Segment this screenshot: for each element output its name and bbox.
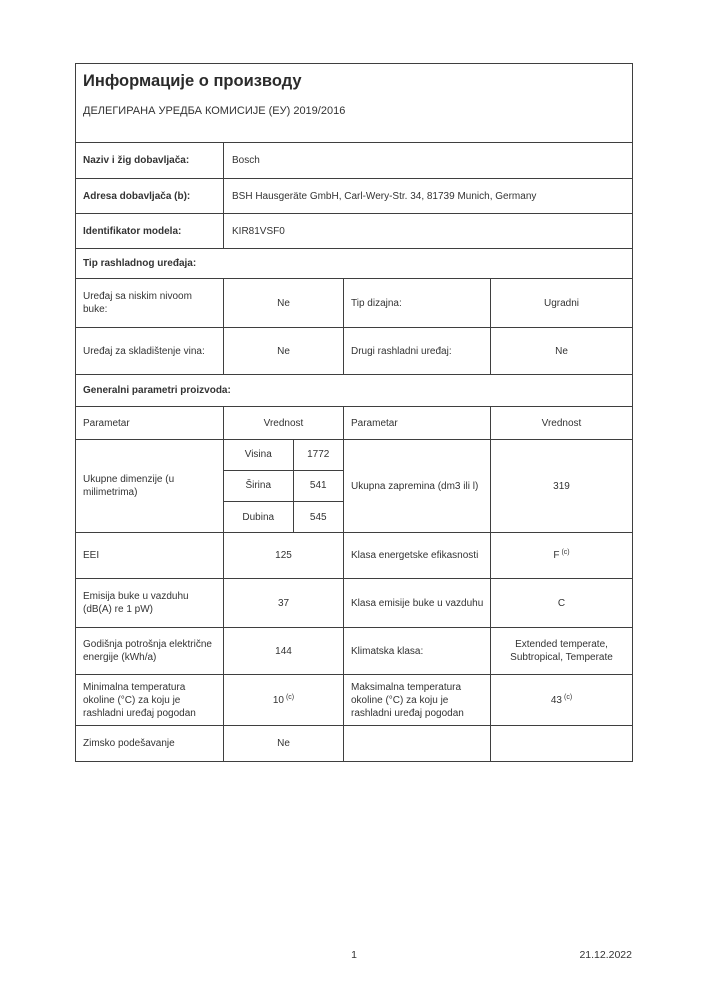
param-label: Ukupne dimenzije (u milimetrima) (76, 440, 224, 533)
regulation-subtitle: ДЕЛЕГИРАНА УРЕДБА КОМИСИЈЕ (ЕУ) 2019/2016 (83, 104, 346, 117)
param-label: Uređaj za skladištenje vina: (76, 328, 224, 375)
param-label: Uređaj sa niskim nivoom buke: (76, 279, 224, 328)
column-header: Parametar (76, 407, 224, 440)
table-row (76, 628, 633, 675)
footnote-marker: (c) (563, 693, 573, 701)
footnote-marker: (c) (561, 549, 570, 556)
product-info-table (75, 63, 633, 762)
value-text: 10 (272, 694, 284, 706)
supplier-address-label: Adresa dobavljača (b): (76, 179, 224, 214)
param-label: Klimatska klasa: (344, 628, 491, 675)
column-header: Vrednost (491, 407, 633, 440)
model-identifier-value: KIR81VSF0 (224, 214, 633, 249)
param-value: 144 (224, 628, 344, 675)
param-value (224, 675, 344, 726)
param-value (491, 675, 633, 726)
supplier-name-value: Bosch (224, 143, 633, 179)
title-cell (76, 64, 633, 143)
column-header: Parametar (344, 407, 491, 440)
param-label: Zimsko podešavanje (76, 726, 224, 762)
supplier-address-value: BSH Hausgeräte GmbH, Carl-Wery-Str. 34, 81739 Munich, Germany (224, 179, 633, 214)
table-row (76, 143, 633, 179)
dimension-value: 541 (293, 470, 343, 501)
table-row (224, 502, 343, 532)
table-row (76, 726, 633, 762)
table-row (76, 64, 633, 143)
dimensions-subtable (224, 440, 343, 532)
dimension-value: 545 (293, 502, 343, 532)
model-identifier-label: Identifikator modela: (76, 214, 224, 249)
value-text: 43 (550, 694, 562, 706)
page-footer (0, 949, 708, 963)
param-value (491, 726, 633, 762)
table-row (76, 279, 633, 328)
param-label: Minimalna temperatura okoline (°C) za koju je rashladni uređaj pogodan (76, 675, 224, 726)
param-label: Godišnja potrošnja električne energije (kWh/a) (76, 628, 224, 675)
page-number: 1 (351, 949, 357, 961)
table-row (76, 675, 633, 726)
section-heading-general: Generalni parametri proizvoda: (76, 375, 633, 407)
param-value: Ne (224, 279, 344, 328)
param-label: Tip dizajna: (344, 279, 491, 328)
supplier-name-label: Naziv i žig dobavljača: (76, 143, 224, 179)
param-label: Klasa emisije buke u vazduhu (344, 579, 491, 628)
param-value (491, 533, 633, 579)
param-value: Ne (224, 726, 344, 762)
footnote-marker: (c) (285, 693, 295, 701)
value-text: F (553, 550, 560, 561)
page-title: Информације о производу (83, 72, 302, 90)
dimensions-cell (224, 440, 344, 533)
table-row (76, 440, 633, 533)
footer-date: 21.12.2022 (579, 949, 632, 961)
param-value: Ne (224, 328, 344, 375)
param-value: C (491, 579, 633, 628)
param-value: Extended temperate, Subtropical, Temperate (491, 628, 633, 675)
param-value: Ne (491, 328, 633, 375)
table-row (76, 579, 633, 628)
table-row (76, 249, 633, 279)
param-label: Klasa energetske efikasnosti (344, 533, 491, 579)
table-row (76, 375, 633, 407)
table-row (76, 533, 633, 579)
param-label: EEI (76, 533, 224, 579)
param-label: Ukupna zapremina (dm3 ili l) (344, 440, 491, 533)
param-label: Drugi rashladni uređaj: (344, 328, 491, 375)
column-header: Vrednost (224, 407, 344, 440)
table-row (224, 470, 343, 501)
table-row (76, 328, 633, 375)
section-heading-type: Tip rashladnog uređaja: (76, 249, 633, 279)
table-row (224, 440, 343, 470)
dimension-name: Dubina (224, 502, 293, 532)
param-value: 37 (224, 579, 344, 628)
param-value: Ugradni (491, 279, 633, 328)
table-row (76, 407, 633, 440)
param-label (344, 726, 491, 762)
dimension-value: 1772 (307, 449, 330, 461)
dimension-name: Širina (224, 470, 293, 501)
param-value: 125 (224, 533, 344, 579)
param-label: Maksimalna temperatura okoline (°C) za koju je rashladni uređaj pogodan (344, 675, 491, 726)
param-value: 319 (491, 440, 633, 533)
param-label: Emisija buke u vazduhu (dB(A) re 1 pW) (76, 579, 224, 628)
table-row (76, 214, 633, 249)
dimension-name: Visina (224, 440, 293, 470)
table-row (76, 179, 633, 214)
